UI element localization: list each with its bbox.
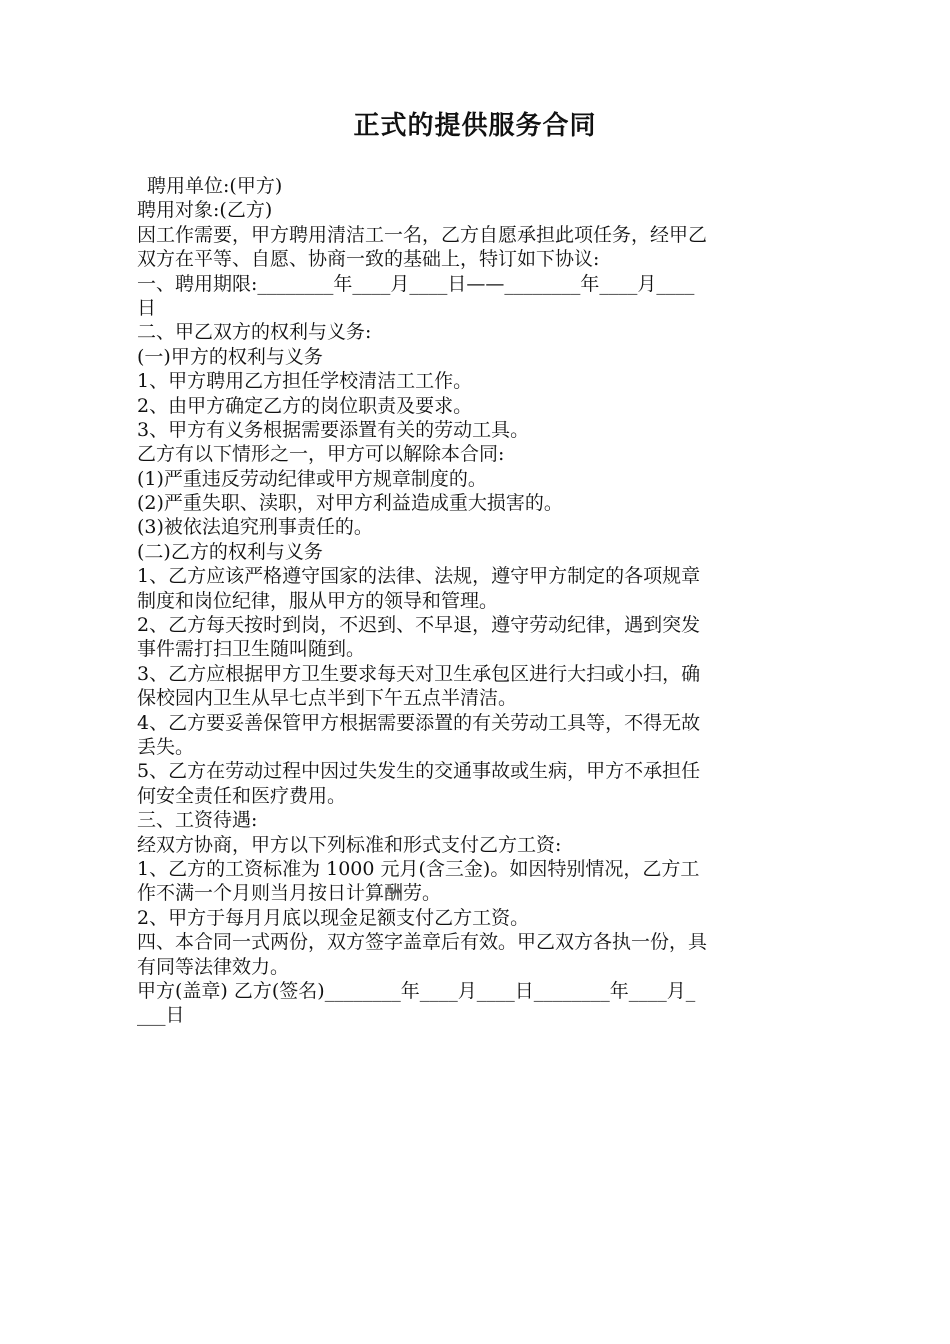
paragraph-line: 双方在平等、自愿、协商一致的基础上，特订如下协议: <box>137 248 600 271</box>
paragraph-line: 有同等法律效力。 <box>137 955 290 978</box>
clause-line: 制度和岗位纪律，服从甲方的领导和管理。 <box>137 589 499 612</box>
subsection-heading: (二)乙方的权利与义务 <box>137 540 323 563</box>
subsection-heading: (一)甲方的权利与义务 <box>137 345 323 368</box>
clause-line: 作不满一个月则当月按日计算酬劳。 <box>137 882 442 905</box>
clause-line: 保校园内卫生从早七点半到下午五点半清洁。 <box>137 687 518 710</box>
clause-line: (2)严重失职、渎职，对甲方利益造成重大损害的。 <box>137 492 563 515</box>
clause-line: 3、乙方应根据甲方卫生要求每天对卫生承包区进行大扫或小扫，确 <box>137 662 701 685</box>
clause-line: 5、乙方在劳动过程中因过失发生的交通事故或生病，甲方不承担任 <box>137 760 701 783</box>
term-line: 日 <box>137 296 157 319</box>
document-body <box>137 174 817 1028</box>
clause-line: 1、乙方的工资标准为 1000 元月(含三金)。如因特别情况，乙方工 <box>137 857 700 880</box>
clause-line: 何安全责任和医疗费用。 <box>137 784 347 807</box>
employee-line: 聘用对象:(乙方) <box>137 199 273 222</box>
clause-line: (3)被依法追究刑事责任的。 <box>137 516 373 539</box>
clause-line: 1、乙方应该严格遵守国家的法律、法规，遵守甲方制定的各项规章 <box>137 565 701 588</box>
clause-line: 2、乙方每天按时到岗，不迟到、不早退，遵守劳动纪律，遇到突发 <box>137 614 701 637</box>
term-line: 一、聘用期限:________年____月____日——________年____月____ <box>137 272 695 295</box>
employer-line: 聘用单位:(甲方) <box>147 175 283 197</box>
clause-line: 4、乙方要妥善保管甲方根据需要添置的有关劳动工具等，不得无故 <box>137 711 701 734</box>
clause-line: 丢失。 <box>137 735 195 758</box>
paragraph-line: 因工作需要，甲方聘用清洁工一名，乙方自愿承担此项任务，经甲乙 <box>137 223 708 246</box>
paragraph-line: 经双方协商，甲方以下列标准和形式支付乙方工资: <box>137 833 562 856</box>
section-heading: 四、本合同一式两份，双方签字盖章后有效。甲乙双方各执一份，具 <box>137 931 708 954</box>
signature-line: 甲方(盖章) 乙方(签名)________年____月____日________年____月_ <box>137 979 696 1002</box>
clause-line: 2、由甲方确定乙方的岗位职责及要求。 <box>137 394 473 417</box>
document-title: 正式的提供服务合同 <box>353 111 597 141</box>
paragraph-line: 乙方有以下情形之一，甲方可以解除本合同: <box>137 443 505 466</box>
clause-line: 2、甲方于每月月底以现金足额支付乙方工资。 <box>137 906 530 929</box>
clause-line: 事件需打扫卫生随叫随到。 <box>137 638 366 661</box>
section-heading: 二、甲乙双方的权利与义务: <box>137 321 372 344</box>
clause-line: 1、甲方聘用乙方担任学校清洁工工作。 <box>137 370 473 393</box>
signature-line: ___日 <box>137 1004 185 1027</box>
clause-line: (1)严重违反劳动纪律或甲方规章制度的。 <box>137 467 487 490</box>
clause-line: 3、甲方有义务根据需要添置有关的劳动工具。 <box>137 418 530 441</box>
section-heading: 三、工资待遇: <box>137 809 258 832</box>
